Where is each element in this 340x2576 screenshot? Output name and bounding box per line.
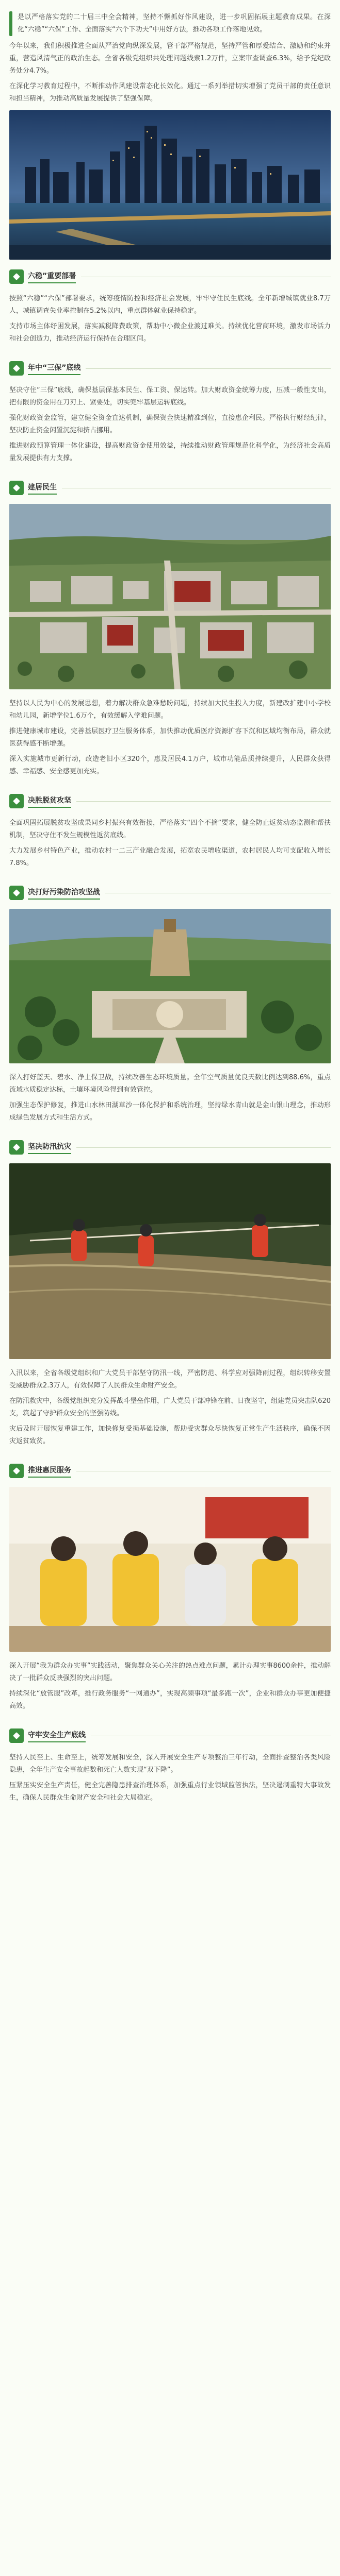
aerial-town-photo (9, 504, 331, 689)
section-title: 决胜脱贫攻坚 (28, 795, 71, 808)
section-header (9, 884, 331, 902)
section-paragraph: 推进财政预算管理一体化建设，提高财政资金使用效益，持续推动财政管理规范化科学化，为经济社会高质量发展提供有力支撑。 (9, 442, 331, 462)
section-header (9, 479, 331, 497)
intro-paragraph: 在深化学习教育过程中，不断推动作风建设常态化长效化。通过一系列举措切实增强了党员干部的责任意识和担当精神，为推动高质量发展提供了坚强保障。 (9, 82, 331, 103)
section-header (9, 360, 331, 377)
section-diamond-icon (9, 1140, 24, 1155)
intro-block (9, 11, 331, 36)
section-paragraph: 压紧压实安全生产责任，健全完善隐患排查治理体系，加强重点行业领域监管执法，坚决遏制重特大事故发生，确保人民群众生命财产安全和社会大局稳定。 (9, 1782, 331, 1802)
section-header (9, 268, 331, 285)
intro-paragraph: 是以严格落实党的二十届三中全会精神，坚持不懈抓好作风建设，进一步巩固拓展主题教育成果。在深化“六稳”“六保”工作、全面落实“六个下功夫”中用好方法，推动各项工作落地见效。 (18, 13, 331, 33)
section-diamond-icon (9, 1464, 24, 1478)
section-paragraph: 大力发展乡村特色产业，推动农村一二三产业融合发展，拓宽农民增收渠道，农村居民人均可支配收入增长7.8%。 (9, 847, 331, 867)
section-paragraph: 灾后及时开展恢复重建工作，加快修复受损基础设施，帮助受灾群众尽快恢复正常生产生活秩序，确保不因灾返贫致贫。 (9, 1425, 331, 1445)
section-diamond-icon (9, 1728, 24, 1743)
section-paragraph: 坚决守住“三保”底线，确保基层保基本民生、保工资、保运转。加大财政资金统筹力度，压减一般性支出，把有限的资金用在刀刃上、紧要处，切实兜牢基层运转底线。 (9, 386, 331, 406)
section-paragraph: 坚持以人民为中心的发展思想，着力解决群众急难愁盼问题，持续加大民生投入力度，新建改扩建中小学校和幼儿园，新增学位1.6万个，有效缓解入学难问题。 (9, 700, 331, 720)
section-paragraph: 在防汛救灾中，各级党组织充分发挥战斗堡垒作用，广大党员干部冲锋在前、日夜坚守，组建党员突击队620支，筑起了守护群众安全的坚强防线。 (9, 1397, 331, 1417)
intro-paragraph: 今年以来，我们积极推进全面从严治党向纵深发展，管干部严格规范，坚持严管和厚爱结合、激励和约束并重，营造风清气正的政治生态。全省各级党组织共处理问题线索1.2万件，立案审查调查6.3%，给予党纪政务处分4.7%。 (9, 42, 331, 75)
section-paragraph: 深入开展“我为群众办实事”实践活动，聚焦群众关心关注的热点难点问题，累计办理实事8600余件，推动解决了一批群众反映强烈的突出问题。 (9, 1662, 331, 1682)
section-diamond-icon (9, 269, 24, 284)
section-paragraph: 入汛以来，全省各级党组织和广大党员干部坚守防汛一线，严密防范、科学应对强降雨过程，组织转移安置受威胁群众2.3万人，有效保障了人民群众生命财产安全。 (9, 1369, 331, 1389)
section-paragraph: 支持市场主体纾困发展，落实减税降费政策，帮助中小微企业渡过难关。持续优化营商环境，激发市场活力和社会创造力，推动经济运行保持在合理区间。 (9, 323, 331, 343)
section-diamond-icon (9, 481, 24, 495)
section-paragraph: 深入实施城市更新行动，改造老旧小区320个，惠及居民4.1万户，城市功能品质持续提升，人民群众获得感、幸福感、安全感更加充实。 (9, 755, 331, 775)
section-paragraph: 全面巩固拓展脱贫攻坚成果同乡村振兴有效衔接，严格落实“四个不摘”要求，健全防止返贫动态监测和帮扶机制，坚决守住不发生规模性返贫底线。 (9, 819, 331, 839)
city-skyline-photo (9, 110, 331, 260)
memorial-park-photo (9, 909, 331, 1063)
section-header (9, 1462, 331, 1480)
section-paragraph: 持续深化“放管服”改革，推行政务服务“一网通办”，实现高频事项“最多跑一次”，企业和群众办事更加便捷高效。 (9, 1690, 331, 1710)
section-divider (76, 801, 331, 802)
section-paragraph: 推进健康城市建设，完善基层医疗卫生服务体系，加快推动优质医疗资源扩容下沉和区域均衡布局，群众就医获得感不断增强。 (9, 727, 331, 748)
section-divider (76, 1147, 331, 1148)
intro-accent-bar (9, 11, 12, 36)
section-header (9, 1727, 331, 1744)
section-title: 推进惠民服务 (28, 1465, 71, 1478)
section-diamond-icon (9, 794, 24, 808)
volunteers-photo (9, 1487, 331, 1652)
flood-rescue-photo (9, 1163, 331, 1359)
section-title: 守牢安全生产底线 (28, 1730, 86, 1742)
section-paragraph: 强化财政资金监管，建立健全资金直达机制，确保资金快速精准到位，直接惠企利民。严格执行财经纪律，坚决防止资金闲置沉淀和挤占挪用。 (9, 414, 331, 434)
section-title: 决打好污染防治攻坚战 (28, 887, 100, 900)
section-title: 年中“三保”底线 (28, 362, 80, 375)
section-title: 六稳”重要部署 (28, 270, 76, 283)
section-diamond-icon (9, 361, 24, 376)
section-paragraph: 按照“六稳”“六保”部署要求，统筹疫情防控和经济社会发展，牢牢守住民生底线。全年新增城镇就业8.7万人，城镇调查失业率控制在5.2%以内，重点群体就业保持稳定。 (9, 295, 331, 315)
section-title: 建居民生 (28, 482, 57, 495)
section-divider (86, 368, 331, 369)
section-header (9, 792, 331, 810)
section-header (9, 1139, 331, 1156)
section-paragraph: 深入打好蓝天、碧水、净土保卫战，持续改善生态环境质量。全年空气质量优良天数比例达到88.6%，重点流域水质稳定达标，土壤环境风险得到有效管控。 (9, 1074, 331, 1094)
section-paragraph: 加强生态保护修复，推进山水林田湖草沙一体化保护和系统治理，坚持绿水青山就是金山银山理念，推动形成绿色发展方式和生活方式。 (9, 1101, 331, 1122)
section-diamond-icon (9, 886, 24, 900)
section-title: 坚决防汛抗灾 (28, 1141, 71, 1154)
section-paragraph: 坚持人民至上、生命至上，统筹发展和安全，深入开展安全生产专项整治三年行动，全面排查整治各类风险隐患，全年生产安全事故起数和死亡人数实现“双下降”。 (9, 1754, 331, 1774)
